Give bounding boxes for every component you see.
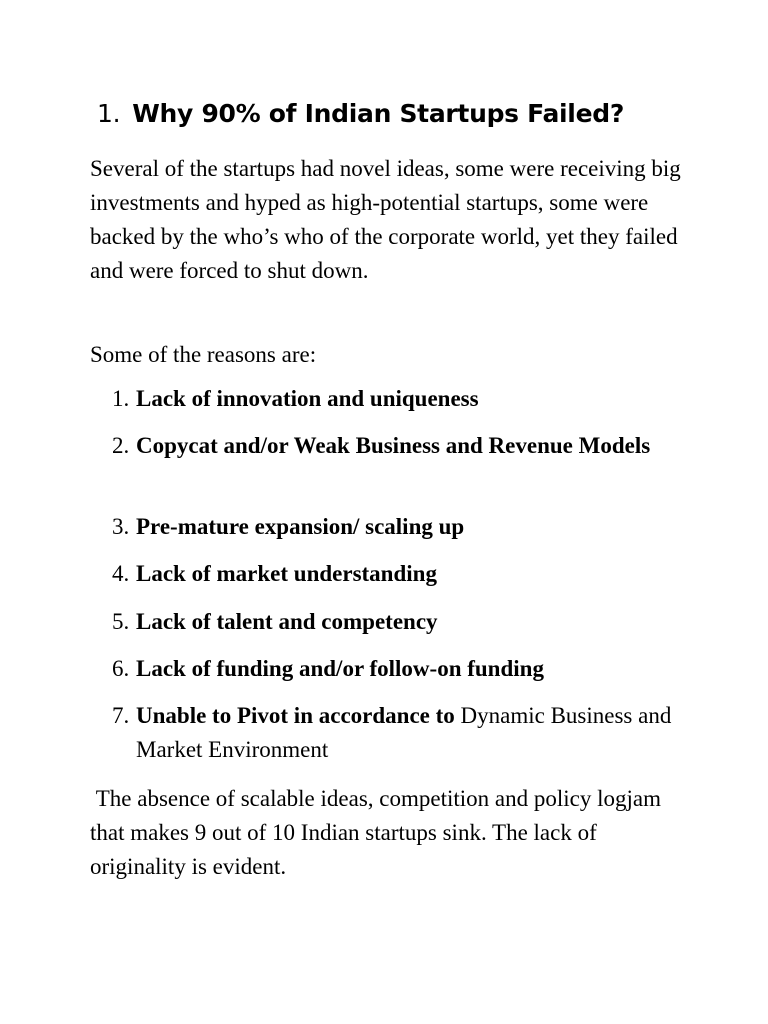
heading-number: 1. — [97, 99, 121, 128]
list-item — [112, 605, 692, 639]
list-item-text — [136, 510, 692, 544]
list-item-number: 5. — [112, 609, 130, 634]
list-item-bold-text: Pre-mature expansion/ scaling up — [136, 514, 465, 539]
list-item-text — [136, 652, 692, 686]
list-item — [112, 382, 692, 416]
list-item-bold-text: Lack of innovation and uniqueness — [136, 386, 479, 411]
list-item-number: 7. — [112, 703, 130, 728]
list-item-bold-text: Unable to Pivot in accordance to — [136, 703, 455, 728]
list-item-number: 4. — [112, 561, 130, 586]
intro-paragraph: Several of the startups had novel ideas, some were receiving big investments and hyped as high-potential startups, some were backed by the who’s who of the corporate world, yet they failed and were forced to shut down. — [90, 156, 681, 283]
list-item-text — [136, 382, 692, 416]
list-item-number: 1. — [112, 386, 130, 411]
list-item-bold-text: Lack of funding and/or follow-on funding — [136, 656, 544, 681]
list-item — [112, 429, 692, 463]
list-item-text — [136, 605, 692, 639]
list-item-number: 3. — [112, 514, 130, 539]
list-item-bold-text: Lack of market understanding — [136, 561, 437, 586]
list-item-bold-text: Copycat and/or Weak Business and Revenue Models — [136, 433, 651, 458]
list-item — [112, 557, 692, 591]
list-item — [112, 699, 692, 767]
list-item — [112, 510, 692, 544]
list-item-text — [136, 699, 692, 767]
list-item-normal-text: Dynamic Business and Market Environment — [136, 703, 672, 762]
reasons-intro: Some of the reasons are: — [90, 342, 317, 367]
list-item-number: 2. — [112, 433, 130, 458]
section-heading — [97, 96, 624, 132]
list-item-text — [136, 429, 692, 463]
list-item-text — [136, 557, 692, 591]
closing-paragraph: The absence of scalable ideas, competition and policy logjam that makes 9 out of 10 Indian startups sink. The lack of originality is evident. — [90, 786, 667, 879]
list-item-number: 6. — [112, 656, 130, 681]
list-item-bold-text: Lack of talent and competency — [136, 609, 438, 634]
list-item — [112, 652, 692, 686]
heading-title: Why 90% of Indian Startups Failed? — [132, 99, 625, 128]
